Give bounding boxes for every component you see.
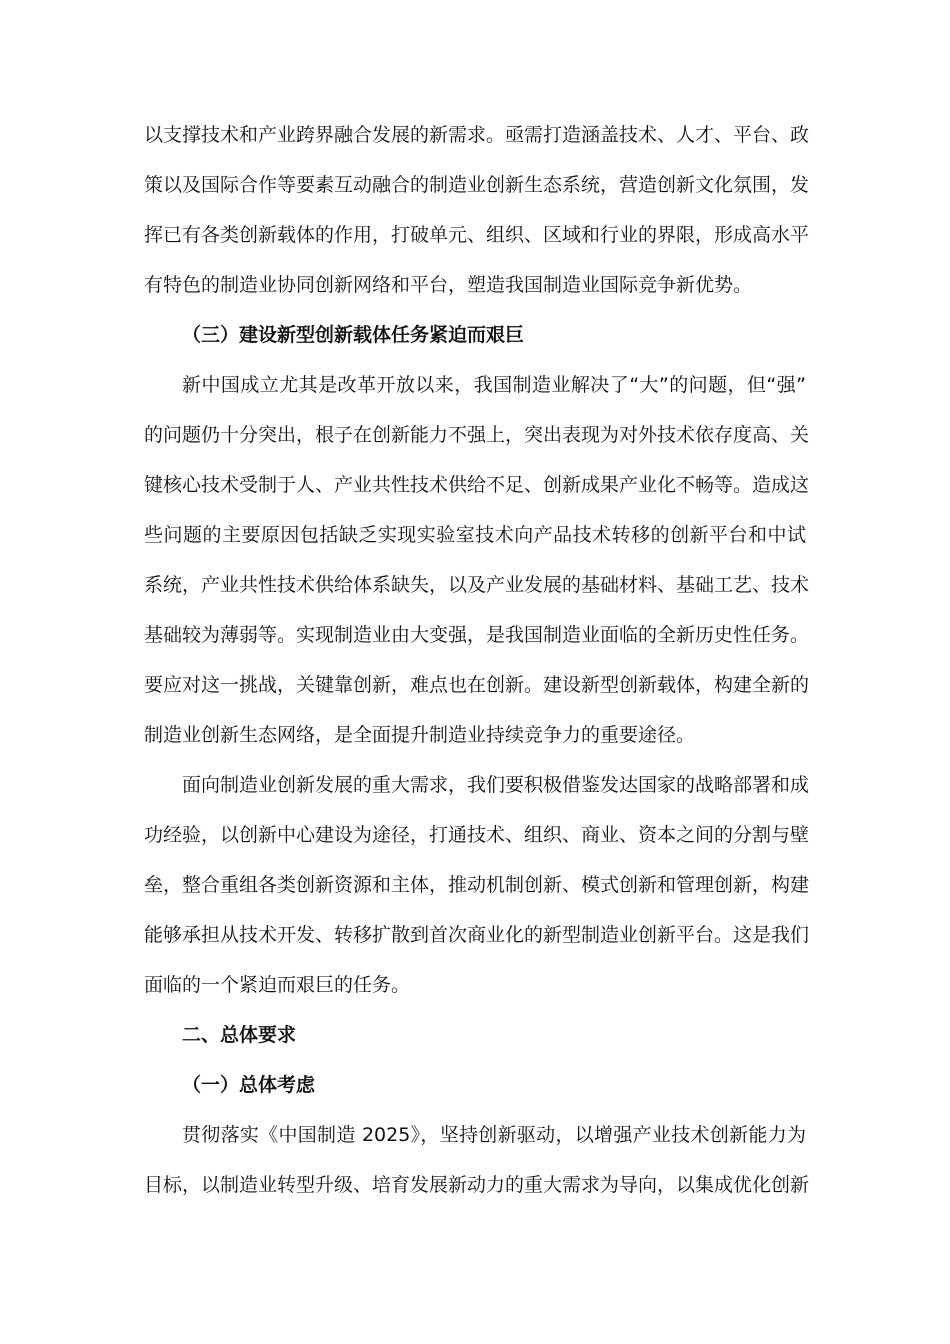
body-text-line: 能够承担从技术开发、转移扩散到首次商业化的新型制造业创新平台。这是我们: [144, 924, 810, 946]
body-text-line: 系统，产业共性技术供给体系缺失，以及产业发展的基础材料、基础工艺、技术: [144, 574, 810, 596]
body-text-line: 目标，以制造业转型升级、培育发展新动力的重大需求为导向，以集成优化创新: [144, 1174, 810, 1196]
body-text-line: 策以及国际合作等要素互动融合的制造业创新生态系统，营造创新文化氛围，发: [144, 174, 810, 196]
body-text-line: 要应对这一挑战，关键靠创新，难点也在创新。建设新型创新载体，构建全新的: [144, 674, 810, 696]
body-text-line: 面临的一个紧迫而艰巨的任务。: [144, 974, 411, 996]
body-text-line: 功经验，以创新中心建设为途径，打通技术、组织、商业、资本之间的分割与壁: [144, 824, 810, 846]
body-text-line: 新中国成立尤其是改革开放以来，我国制造业解决了“大”的问题，但“强”: [182, 374, 806, 396]
body-text-line: 制造业创新生态网络，是全面提升制造业持续竞争力的重要途径。: [144, 724, 696, 746]
body-text-line: 垒，整合重组各类创新资源和主体，推动机制创新、模式创新和管理创新，构建: [144, 874, 810, 896]
body-text-line: 基础较为薄弱等。实现制造业由大变强，是我国制造业面临的全新历史性任务。: [144, 624, 810, 646]
body-text-line: 键核心技术受制于人、产业共性技术供给不足、创新成果产业化不畅等。造成这: [144, 474, 810, 496]
section-heading: （一）总体考虑: [182, 1074, 316, 1096]
body-text-line: 些问题的主要原因包括缺乏实现实验室技术向产品技术转移的创新平台和中试: [144, 524, 806, 546]
body-text-line: 有特色的制造业协同创新网络和平台，塑造我国制造业国际竞争新优势。: [144, 274, 753, 296]
body-text-line: 挥已有各类创新载体的作用，打破单元、组织、区域和行业的界限，形成高水平: [144, 224, 810, 246]
section-heading: （三）建设新型创新载体任务紧迫而艰巨: [182, 324, 525, 346]
body-text-line: 贯彻落实《中国制造 2025》，坚持创新驱动，以增强产业技术创新能力为: [182, 1124, 806, 1146]
body-text-line: 的问题仍十分突出，根子在创新能力不强上，突出表现为对外技术依存度高、关: [144, 424, 810, 446]
body-text-line: 以支撑技术和产业跨界融合发展的新需求。亟需打造涵盖技术、人才、平台、政: [144, 124, 810, 146]
body-text-line: 面向制造业创新发展的重大需求，我们要积极借鉴发达国家的战略部署和成: [182, 774, 810, 796]
chapter-heading: 二、总体要求: [182, 1024, 297, 1046]
